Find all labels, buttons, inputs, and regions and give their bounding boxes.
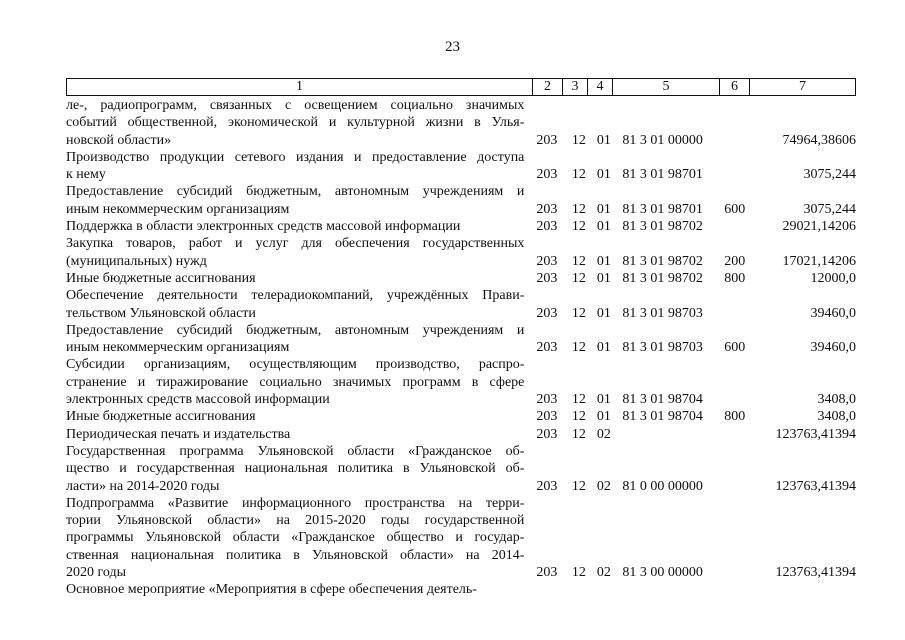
admin-code-cell: 203 — [536, 219, 558, 235]
target-article-cell: 81 3 01 98704 — [622, 392, 703, 408]
target-article-cell: 81 3 01 98702 — [622, 253, 703, 269]
amount-cell: 39460,0 — [810, 340, 857, 356]
table-row — [66, 408, 856, 425]
row-description — [66, 443, 524, 495]
row-description — [66, 287, 524, 322]
description-line: к нему — [66, 167, 106, 183]
table-row — [66, 322, 856, 357]
subsection-code-cell: 02 — [596, 478, 611, 494]
target-article-cell: 81 3 01 98702 — [622, 270, 703, 286]
section-code-cell: 12 — [571, 392, 586, 408]
header-col-5: 5 — [613, 79, 720, 96]
amount-cell: 17021,14206 — [782, 253, 857, 269]
amount-cell: 74964,38606 — [782, 132, 857, 148]
header-col-4: 4 — [588, 79, 613, 96]
row-description — [66, 495, 524, 581]
description-line: программы Ульяновской области «Гражданское общество и государ- — [66, 530, 525, 546]
section-code-cell: 12 — [571, 340, 586, 356]
expense-type-cell: 200 — [724, 253, 746, 269]
subsection-code-cell: 01 — [596, 305, 611, 321]
table-row — [66, 581, 856, 598]
row-description — [66, 270, 524, 287]
admin-code-cell: 203 — [536, 426, 558, 442]
row-description — [66, 581, 524, 598]
description-line: Поддержка в области электронных средств массовой информации — [66, 219, 461, 235]
section-code-cell: 12 — [571, 219, 586, 235]
description-line: Иные бюджетные ассигнования — [66, 409, 256, 425]
description-line: ле-, радиопрограмм, связанных с освещением социально значимых — [66, 98, 525, 113]
subsection-code-cell: 01 — [596, 340, 611, 356]
subsection-code-cell: 01 — [596, 392, 611, 408]
amount-cell: 123763,41394 — [775, 478, 857, 494]
row-description — [66, 97, 524, 149]
target-article-cell: 81 3 01 98701 — [622, 167, 703, 183]
subsection-code-cell: 01 — [596, 132, 611, 148]
description-line: Государственная программа Ульяновской области «Гражданское об- — [66, 443, 525, 459]
subsection-code-cell: 01 — [596, 253, 611, 269]
description-line: тории Ульяновской области» на 2015-2020 годы государственной — [66, 513, 525, 529]
description-line: (муниципальных) нужд — [66, 253, 207, 269]
row-description — [66, 149, 524, 184]
section-code-cell: 12 — [571, 478, 586, 494]
description-line: иным некоммерческим организациям — [66, 201, 290, 217]
header-col-1: 1 — [67, 79, 533, 96]
table-row — [66, 356, 856, 408]
row-description — [66, 408, 524, 425]
target-article-cell: 81 3 01 98703 — [622, 305, 703, 321]
admin-code-cell: 203 — [536, 305, 558, 321]
expense-type-cell: 800 — [724, 270, 746, 286]
table-row — [66, 183, 856, 218]
table-row — [66, 97, 856, 149]
table-row — [66, 426, 856, 443]
table-row — [66, 270, 856, 287]
section-code-cell: 12 — [571, 167, 586, 183]
admin-code-cell: 203 — [536, 340, 558, 356]
subsection-code-cell: 01 — [596, 270, 611, 286]
row-description — [66, 183, 524, 218]
description-line: иным некоммерческим организациям — [66, 340, 290, 356]
section-code-cell: 12 — [571, 305, 586, 321]
amount-cell: 39460,0 — [810, 305, 857, 321]
table-row — [66, 287, 856, 322]
section-code-cell: 12 — [571, 270, 586, 286]
description-line: событий общественной, экономической и культурной жизни в Улья- — [66, 115, 525, 131]
target-article-cell: 81 0 00 00000 — [622, 478, 703, 494]
subsection-code-cell: 01 — [596, 167, 611, 183]
admin-code-cell: 203 — [536, 167, 558, 183]
admin-code-cell: 203 — [536, 478, 558, 494]
amount-cell: 3408,0 — [817, 392, 857, 408]
section-code-cell: 12 — [571, 409, 586, 425]
subsection-code-cell: 01 — [596, 409, 611, 425]
expense-type-cell: 600 — [724, 340, 746, 356]
description-line: странение и тиражирование социально значимых программ в сфере — [66, 374, 525, 390]
table-row — [66, 235, 856, 270]
table-row — [66, 149, 856, 184]
amount-cell: 3075,244 — [803, 201, 857, 217]
description-line: Субсидии организациям, осуществляющим производство, распро- — [66, 357, 525, 373]
budget-table-body — [66, 97, 856, 599]
description-line: Предоставление субсидий бюджетным, автономным учреждениям и — [66, 184, 525, 200]
description-line: ласти» на 2014-2020 годы — [66, 478, 220, 494]
admin-code-cell: 203 — [536, 565, 558, 581]
description-line: новской области» — [66, 132, 172, 148]
description-line: Обеспечение деятельности телерадиокомпаний, учреждённых Прави- — [66, 288, 525, 304]
description-line: тельством Ульяновской области — [66, 305, 256, 321]
section-code-cell: 12 — [571, 201, 586, 217]
description-line: Предоставление субсидий бюджетным, автономным учреждениям и — [66, 322, 525, 338]
admin-code-cell: 203 — [536, 392, 558, 408]
row-description — [66, 356, 524, 408]
admin-code-cell: 203 — [536, 253, 558, 269]
admin-code-cell: 203 — [536, 132, 558, 148]
description-line: Иные бюджетные ассигнования — [66, 270, 256, 286]
amount-cell: 123763,41394 — [775, 565, 857, 581]
amount-cell: 123763,41394 — [775, 426, 857, 442]
target-article-cell: 81 3 01 98703 — [622, 340, 703, 356]
header-col-7: 7 — [750, 79, 856, 96]
section-code-cell: 12 — [571, 426, 586, 442]
table-row — [66, 495, 856, 581]
description-line: щество и государственная национальная политика в Ульяновской об- — [66, 461, 525, 477]
target-article-cell: 81 3 01 98702 — [622, 219, 703, 235]
subsection-code-cell: 01 — [596, 219, 611, 235]
description-line: Периодическая печать и издательства — [66, 426, 291, 442]
table-row — [66, 218, 856, 235]
amount-cell: 29021,14206 — [782, 219, 857, 235]
description-line: 2020 годы — [66, 565, 127, 581]
description-line: ственная национальная политика в Ульяновской области» на 2014- — [66, 547, 525, 563]
description-line: Подпрограмма «Развитие информационного пространства на терри- — [66, 495, 525, 511]
description-line: Закупка товаров, работ и услуг для обеспечения государственных — [66, 236, 525, 252]
admin-code-cell: 203 — [536, 409, 558, 425]
target-article-cell: 81 3 01 98701 — [622, 201, 703, 217]
target-article-cell: 81 3 01 98704 — [622, 409, 703, 425]
description-line: электронных средств массовой информации — [66, 392, 330, 408]
expense-type-cell: 600 — [724, 201, 746, 217]
header-col-3: 3 — [563, 79, 588, 96]
column-header-table — [66, 78, 856, 96]
section-code-cell: 12 — [571, 253, 586, 269]
section-code-cell: 12 — [571, 132, 586, 148]
amount-cell: 12000,0 — [810, 270, 857, 286]
row-description — [66, 235, 524, 270]
table-row — [66, 443, 856, 495]
header-col-2: 2 — [533, 79, 563, 96]
description-line: Производство продукции сетевого издания и предоставление доступа — [66, 149, 525, 165]
row-description — [66, 426, 524, 443]
description-line: Основное мероприятие «Мероприятия в сфере обеспечения деятель- — [66, 582, 477, 598]
subsection-code-cell: 01 — [596, 201, 611, 217]
subsection-code-cell: 02 — [596, 426, 611, 442]
header-col-6: 6 — [720, 79, 750, 96]
row-description — [66, 322, 524, 357]
section-code-cell: 12 — [571, 565, 586, 581]
admin-code-cell: 203 — [536, 201, 558, 217]
subsection-code-cell: 02 — [596, 565, 611, 581]
page-number: 23 — [445, 39, 460, 55]
row-description — [66, 218, 524, 235]
target-article-cell: 81 3 01 00000 — [622, 132, 703, 148]
admin-code-cell: 203 — [536, 270, 558, 286]
amount-cell: 3075,244 — [803, 167, 857, 183]
expense-type-cell: 800 — [724, 409, 746, 425]
amount-cell: 3408,0 — [817, 409, 857, 425]
target-article-cell: 81 3 00 00000 — [622, 565, 703, 581]
